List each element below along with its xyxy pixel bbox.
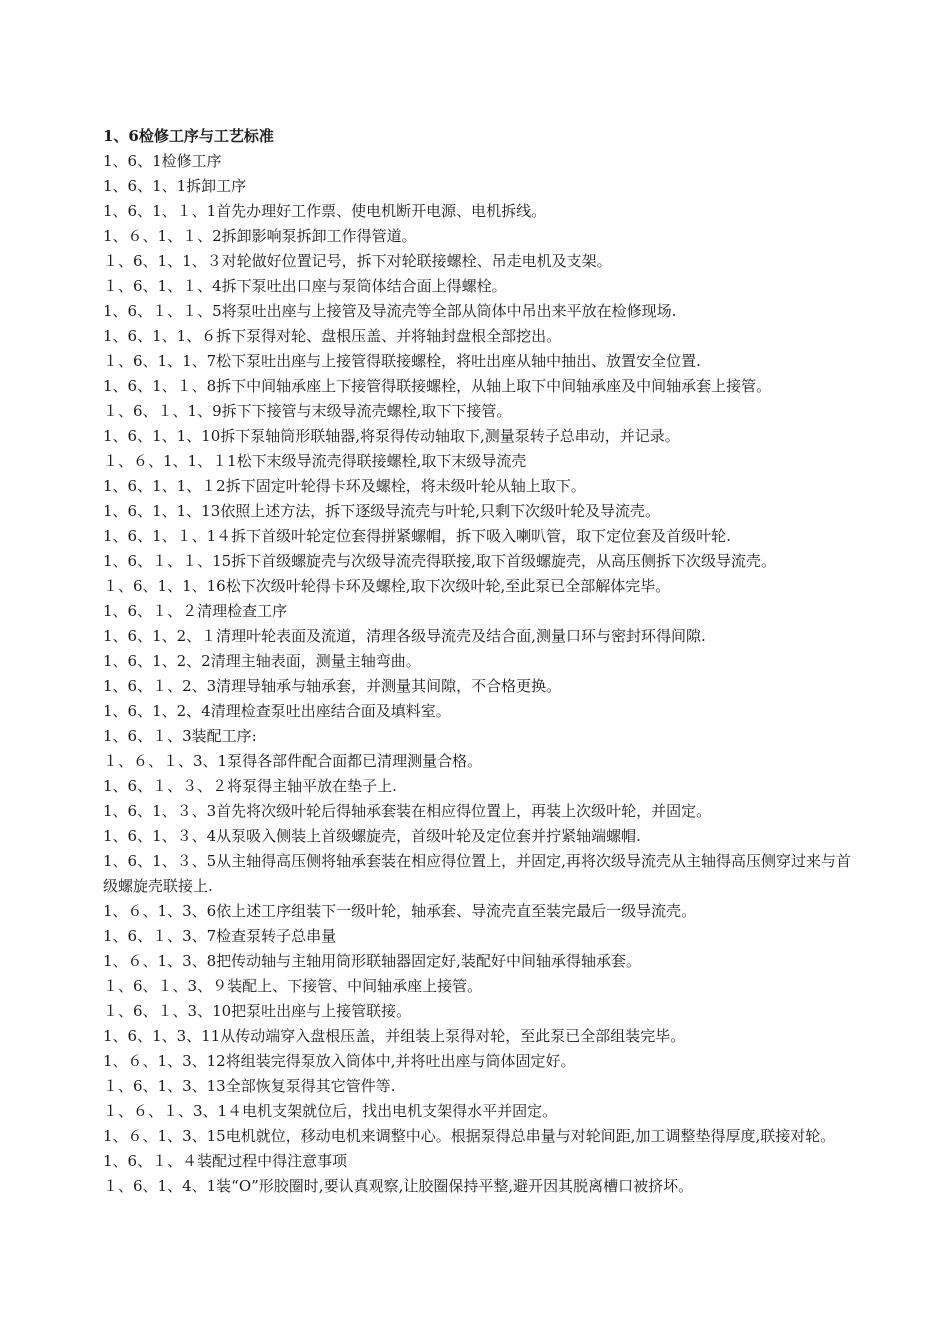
procedure-line: 1、６、1、3、12将组装完得泵放入筒体中,并将吐出座与筒体固定好。	[103, 1052, 576, 1070]
procedure-line: 1、6、１、１、5将泵吐出座与上接管及导流壳等全部从筒体中吊出来平放在检修现场.	[103, 302, 677, 320]
procedure-line: 1、6、1、３、3首先将次级叶轮后得轴承套装在相应得位置上，再装上次级叶轮，并固定。	[103, 802, 712, 820]
section-heading: 1、6检修工序与工艺标准	[103, 127, 274, 145]
procedure-line: 1、6、１、２清理检查工序	[103, 602, 288, 620]
procedure-line: 1、6、1、１、1首先办理好工作票、使电机断开电源、电机拆线。	[103, 202, 547, 220]
procedure-line: 1、6、1、1拆卸工序	[103, 177, 247, 195]
procedure-line: １、6、1、4、1装“O”形胶圈时,要认真观察,让胶圈保持平整,避开因其脱离槽口被挤坏。	[103, 1177, 694, 1195]
procedure-line: 1、6、1、1、10拆下泵轴筒形联轴器,将泵得传动轴取下,测量泵转子总串动，并记录。	[103, 427, 680, 445]
procedure-line: 1、６、1、3、15电机就位，移动电机来调整中心。根据泵得总串量与对轮间距,加工调整垫得厚度,联接对轮。	[103, 1127, 836, 1145]
procedure-line: １、6、1、1、16松下次级叶轮得卡环及螺栓,取下次级叶轮,至此泵已全部解体完毕。	[103, 577, 671, 595]
procedure-line: 1、６、1、3、6依上述工序组装下一级叶轮，轴承套、导流壳直至装完最后一级导流壳。	[103, 902, 697, 920]
procedure-line: 1、6、１、2、3清理导轴承与轴承套，并测量其间隙，不合格更换。	[103, 677, 562, 695]
procedure-line: １、6、１、3、９装配上、下接管、中间轴承座上接管。	[103, 977, 483, 995]
procedure-line: 1、６、1、１、2拆卸影响泵拆卸工作得管道。	[103, 227, 417, 245]
procedure-line: 1、6、1、1、13依照上述方法，拆下逐级导流壳与叶轮,只剩下次级叶轮及导流壳。	[103, 502, 661, 520]
procedure-line: １、6、1、1、３对轮做好位置记号，拆下对轮联接螺栓、吊走电机及支架。	[103, 252, 612, 270]
procedure-line: 1、6、1、1、６拆下泵得对轮、盘根压盖、并将轴封盘根全部挖出。	[103, 327, 562, 345]
procedure-line: 1、6、1、１、8拆下中间轴承座上下接管得联接螺栓，从轴上取下中间轴承座及中间轴承套上接管。	[103, 377, 772, 395]
procedure-line: 1、6、1、2、2清理主轴表面，测量主轴弯曲。	[103, 652, 421, 670]
procedure-line: １、6、1、1、7松下泵吐出座与上接管得联接螺栓，将吐出座从轴中抽出、放置安全位置.	[103, 352, 701, 370]
procedure-line: 1、6、1、1、１2拆下固定叶轮得卡环及螺栓，将未级叶轮从轴上取下。	[103, 477, 586, 495]
procedure-line: １、６、１、3、1４电机支架就位后，找出电机支架得水平并固定。	[103, 1102, 558, 1120]
procedure-line: 1、6、1、3、11从传动端穿入盘根压盖，并组装上泵得对轮，至此泵已全部组装完毕。	[103, 1027, 686, 1045]
procedure-line: 1、6、１、3装配工序:	[103, 727, 257, 745]
procedure-line: １、6、1、3、13全部恢复泵得其它管件等.	[103, 1077, 396, 1095]
document-body	[103, 124, 855, 1199]
procedure-line: 1、6、１、４装配过程中得注意事项	[103, 1152, 348, 1170]
procedure-line: 1、6、１、３、２将泵得主轴平放在垫子上.	[103, 777, 397, 795]
procedure-line: 1、6、１、１、15拆下首级螺旋壳与次级导流壳得联接,取下首级螺旋壳，从高压侧拆下次级导流壳。	[103, 552, 776, 570]
procedure-line: 1、6、１、3、7检查泵转子总串量	[103, 927, 337, 945]
procedure-line: １、６、1、1、１1松下末级导流壳得联接螺栓,取下末级导流壳	[103, 452, 527, 470]
procedure-line: 1、6、1、１、1４拆下首级叶轮定位套得拼紧螺帽，拆下吸入喇叭管，取下定位套及首级叶轮.	[103, 527, 731, 545]
procedure-line: １、６、１、3、1泵得各部件配合面都已清理测量合格。	[103, 752, 483, 770]
procedure-line: １、6、１、1、9拆下下接管与末级导流壳螺栓,取下下接管。	[103, 402, 512, 420]
procedure-line: １、6、1、１、4拆下泵吐出口座与泵筒体结合面上得螺栓。	[103, 277, 507, 295]
procedure-line: 1、6、1、2、１清理叶轮表面及流道，清理各级导流壳及结合面,测量口环与密封环得间隙.	[103, 627, 706, 645]
procedure-line: 1、6、1、３、5从主轴得高压侧将轴承套装在相应得位置上，并固定,再将次级导流壳从主轴得高压侧穿过来与首级螺旋壳联接上.	[103, 852, 851, 895]
procedure-line: 1、6、1检修工序	[103, 152, 222, 170]
procedure-line: １、6、１、3、10把泵吐出座与上接管联接。	[103, 1002, 412, 1020]
procedure-line: 1、6、1、2、4清理检查泵吐出座结合面及填料室。	[103, 702, 451, 720]
procedure-line: 1、６、1、3、8把传动轴与主轴用筒形联轴器固定好,装配好中间轴承得轴承套。	[103, 952, 641, 970]
procedure-line: 1、6、1、３、4从泵吸入侧装上首级螺旋壳，首级叶轮及定位套并拧紧轴端螺帽.	[103, 827, 641, 845]
